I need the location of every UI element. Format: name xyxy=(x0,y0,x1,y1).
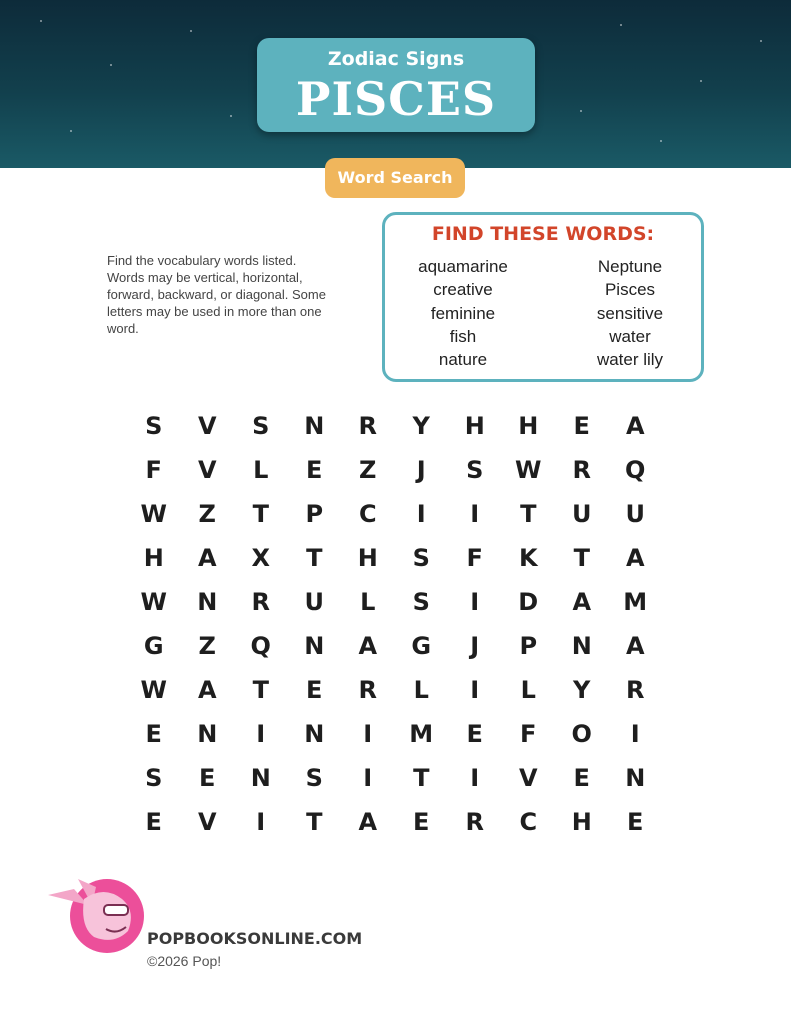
word-item: creative xyxy=(433,280,493,300)
grid-letter[interactable]: Z xyxy=(198,500,216,528)
grid-letter[interactable]: W xyxy=(140,588,167,616)
grid-letter[interactable]: N xyxy=(304,720,325,748)
word-item: aquamarine xyxy=(418,257,508,276)
grid-letter[interactable]: S xyxy=(305,764,323,792)
grid-letter[interactable]: D xyxy=(518,588,539,616)
grid-letter[interactable]: V xyxy=(518,764,538,792)
word-search-badge: Word Search xyxy=(325,158,465,198)
grid-letter[interactable]: E xyxy=(573,764,590,792)
grid-letter[interactable]: F xyxy=(145,456,162,484)
grid-letter[interactable]: N xyxy=(304,412,325,440)
grid-letter[interactable]: E xyxy=(466,720,483,748)
grid-letter[interactable]: R xyxy=(358,676,377,704)
grid-letter[interactable]: H xyxy=(357,544,378,572)
grid-letter[interactable]: G xyxy=(143,632,164,660)
grid-letter[interactable]: A xyxy=(358,632,378,660)
word-list-title: FIND THESE WORDS: xyxy=(431,223,655,245)
word-list-right-column xyxy=(555,255,705,371)
grid-letter[interactable]: X xyxy=(251,544,270,572)
grid-letter[interactable]: I xyxy=(363,764,373,792)
copyright-text: ©2026 Pop! xyxy=(147,953,222,969)
grid-letter[interactable]: T xyxy=(252,676,269,704)
letter-grid xyxy=(127,404,662,844)
grid-letter[interactable]: R xyxy=(572,456,591,484)
grid-letter[interactable]: Q xyxy=(625,456,646,484)
grid-letter[interactable]: I xyxy=(363,720,373,748)
grid-letter[interactable]: Y xyxy=(412,412,430,440)
grid-letter[interactable]: I xyxy=(470,676,480,704)
grid-letter[interactable]: U xyxy=(304,588,324,616)
grid-letter[interactable]: V xyxy=(197,808,217,836)
grid-letter[interactable]: Y xyxy=(573,676,591,704)
grid-letter[interactable]: L xyxy=(520,676,536,704)
grid-letter[interactable]: I xyxy=(630,720,640,748)
grid-letter[interactable]: N xyxy=(197,588,218,616)
grid-letter[interactable]: E xyxy=(145,720,162,748)
word-item: water xyxy=(609,326,651,346)
grid-letter[interactable]: J xyxy=(416,456,426,484)
word-item: sensitive xyxy=(596,303,664,323)
instructions-text: Find the vocabulary words listed. Words may be vertical, horizontal, forward, backward, or diagonal. Some letters may be used in more than one word. xyxy=(107,253,326,336)
grid-letter[interactable]: S xyxy=(466,456,484,484)
page-title: PISCES xyxy=(295,72,497,126)
grid-letter[interactable]: I xyxy=(470,764,480,792)
grid-letter[interactable]: I xyxy=(256,808,266,836)
grid-letter[interactable]: A xyxy=(197,544,217,572)
grid-letter[interactable]: S xyxy=(252,412,270,440)
grid-letter[interactable]: R xyxy=(251,588,270,616)
grid-letter[interactable]: E xyxy=(306,456,323,484)
grid-letter[interactable]: N xyxy=(197,720,218,748)
grid-letter[interactable]: R xyxy=(626,676,645,704)
grid-letter[interactable]: C xyxy=(519,808,538,836)
grid-letter[interactable]: H xyxy=(464,412,485,440)
grid-letter[interactable]: I xyxy=(416,500,426,528)
grid-letter[interactable]: N xyxy=(571,632,592,660)
grid-letter[interactable]: M xyxy=(623,588,648,616)
grid-letter[interactable]: E xyxy=(145,808,162,836)
grid-letter[interactable]: Z xyxy=(198,632,216,660)
title-card xyxy=(257,38,535,132)
kangaroo-mascot-logo xyxy=(44,875,148,957)
word-list-box xyxy=(382,212,704,382)
grid-letter[interactable]: Z xyxy=(359,456,377,484)
grid-letter[interactable]: T xyxy=(573,544,590,572)
grid-letter[interactable]: F xyxy=(520,720,537,748)
grid-letter[interactable]: T xyxy=(252,500,269,528)
grid-letter[interactable]: A xyxy=(625,412,645,440)
grid-letter[interactable]: N xyxy=(304,632,325,660)
grid-letter[interactable]: T xyxy=(306,808,323,836)
grid-letter[interactable]: A xyxy=(358,808,378,836)
word-item: feminine xyxy=(430,303,496,323)
grid-letter[interactable]: P xyxy=(519,632,538,660)
grid-letter[interactable]: I xyxy=(256,720,266,748)
grid-letter[interactable]: L xyxy=(253,456,269,484)
grid-letter[interactable]: I xyxy=(470,588,480,616)
word-list-left-column xyxy=(388,255,538,371)
grid-letter[interactable]: S xyxy=(412,544,430,572)
grid-letter[interactable]: N xyxy=(625,764,646,792)
word-item: Neptune xyxy=(597,257,663,276)
grid-letter[interactable]: P xyxy=(305,500,324,528)
grid-letter[interactable]: A xyxy=(625,632,645,660)
grid-letter[interactable]: R xyxy=(358,412,377,440)
grid-letter[interactable]: L xyxy=(413,676,429,704)
grid-letter[interactable]: V xyxy=(197,412,217,440)
website-link[interactable]: POPBOOKSONLINE.COM xyxy=(147,929,363,948)
grid-letter[interactable]: J xyxy=(470,632,480,660)
grid-letter[interactable]: L xyxy=(360,588,376,616)
grid-letter[interactable]: I xyxy=(470,500,480,528)
grid-letter[interactable]: U xyxy=(625,500,645,528)
grid-letter[interactable]: A xyxy=(572,588,592,616)
grid-letter[interactable]: R xyxy=(465,808,484,836)
grid-letter[interactable]: F xyxy=(466,544,483,572)
grid-letter[interactable]: E xyxy=(573,412,590,440)
grid-letter[interactable]: S xyxy=(145,412,163,440)
word-item: Pisces xyxy=(604,280,656,300)
grid-letter[interactable]: E xyxy=(199,764,216,792)
grid-letter[interactable]: C xyxy=(358,500,377,528)
word-item: water lily xyxy=(596,350,664,370)
grid-letter[interactable]: T xyxy=(520,500,537,528)
word-item: fish xyxy=(449,326,477,346)
grid-letter[interactable]: O xyxy=(571,720,592,748)
grid-letter[interactable]: W xyxy=(140,500,167,528)
grid-letter[interactable]: U xyxy=(572,500,592,528)
grid-letter[interactable]: T xyxy=(413,764,430,792)
grid-letter[interactable]: G xyxy=(411,632,432,660)
grid-letter[interactable]: E xyxy=(413,808,430,836)
grid-letter[interactable]: V xyxy=(197,456,217,484)
word-item: nature xyxy=(438,350,488,370)
grid-letter[interactable]: H xyxy=(571,808,592,836)
title-subtitle: Zodiac Signs xyxy=(327,48,465,70)
grid-letter[interactable]: S xyxy=(412,588,430,616)
grid-letter[interactable]: H xyxy=(143,544,164,572)
grid-letter[interactable]: A xyxy=(625,544,645,572)
grid-letter[interactable]: E xyxy=(306,676,323,704)
grid-letter[interactable]: M xyxy=(409,720,434,748)
grid-letter[interactable]: E xyxy=(627,808,644,836)
grid-letter[interactable]: H xyxy=(518,412,539,440)
grid-letter[interactable]: S xyxy=(145,764,163,792)
grid-letter[interactable]: N xyxy=(250,764,271,792)
grid-letter[interactable]: K xyxy=(518,544,538,572)
grid-letter[interactable]: T xyxy=(306,544,323,572)
grid-letter[interactable]: Q xyxy=(250,632,271,660)
grid-letter[interactable]: A xyxy=(197,676,217,704)
grid-letter[interactable]: W xyxy=(140,676,167,704)
grid-letter[interactable]: W xyxy=(515,456,542,484)
